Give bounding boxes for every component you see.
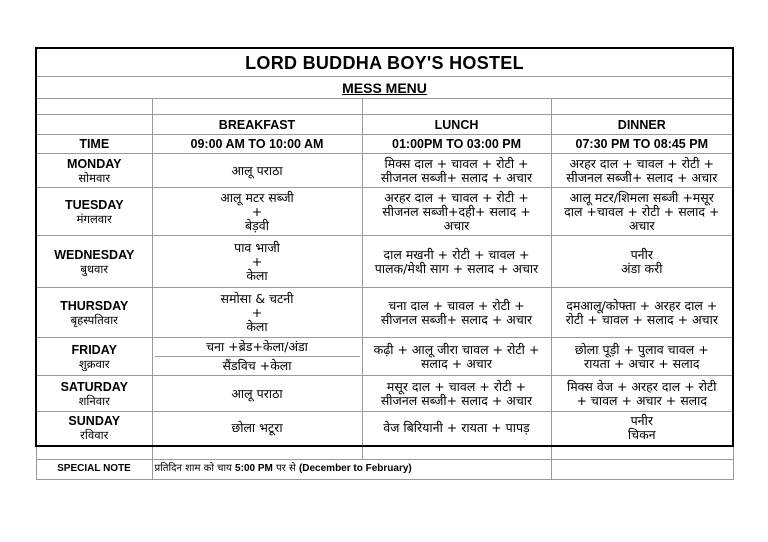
menu-dinner-cell	[551, 188, 733, 236]
day-name-english: MONDAY	[67, 156, 122, 171]
day-name-hindi: शनिवार	[78, 393, 110, 408]
menu-dinner-cell	[551, 412, 733, 446]
day-name-hindi: बुधवार	[80, 261, 109, 276]
special-note-time: 5:00 PM	[235, 463, 273, 474]
menu-dinner-cell	[551, 154, 733, 188]
special-note-prefix: प्रतिदिन शाम को चाय	[154, 463, 232, 474]
day-name-hindi: शुक्रवार	[78, 356, 110, 371]
menu-breakfast-line: केला	[246, 267, 268, 283]
menu-breakfast-cell	[152, 338, 362, 376]
day-cell	[36, 154, 152, 188]
menu-lunch-cell	[362, 154, 551, 188]
day-name-english: THURSDAY	[60, 298, 129, 313]
day-cell	[36, 412, 152, 446]
menu-lunch-line: मिक्स दाल + चावल + रोटी +	[384, 155, 529, 171]
day-row	[36, 236, 733, 288]
menu-breakfast-cell	[152, 154, 362, 188]
special-note-empty	[551, 459, 733, 479]
menu-breakfast-cell	[152, 188, 362, 236]
menu-lunch-line: सीजनल सब्जी+ सलाद + अचार	[380, 392, 533, 408]
mess-menu-label: MESS MENU	[342, 79, 427, 96]
menu-dinner-cell	[551, 376, 733, 412]
menu-breakfast-line: आलू मटर सब्जी	[220, 189, 294, 205]
menu-lunch-cell	[362, 412, 551, 446]
menu-dinner-line: रोटी + चावल + सलाद + अचार	[565, 311, 718, 327]
special-note-label: SPECIAL NOTE	[36, 459, 152, 479]
special-note-row	[36, 459, 733, 479]
menu-breakfast-cell	[152, 288, 362, 338]
menu-dinner-cell	[551, 288, 733, 338]
gap-row	[36, 446, 733, 460]
day-name-hindi: बृहस्पतिवार	[70, 312, 118, 327]
menu-breakfast-line: आलू पराठा	[231, 385, 283, 401]
day-name-english: SUNDAY	[68, 414, 121, 429]
special-note-period: (December to February)	[298, 463, 412, 474]
menu-dinner-line: अरहर दाल + चावल + रोटी +	[569, 155, 715, 171]
column-header-dinner: DINNER	[551, 115, 733, 135]
day-row	[36, 154, 733, 188]
menu-sheet	[35, 47, 732, 480]
menu-breakfast-line: पाव भाजी	[234, 239, 280, 255]
menu-breakfast-line: सैंडविच +केला	[155, 356, 360, 373]
menu-lunch-line: सीजनल सब्जी+ सलाद + अचार	[380, 169, 533, 185]
menu-lunch-line: मसूर दाल + चावल + रोटी +	[386, 378, 527, 394]
day-cell	[36, 376, 152, 412]
time-breakfast: 09:00 AM TO 10:00 AM	[152, 135, 362, 154]
menu-lunch-line: चना दाल + चावल + रोटी +	[388, 297, 525, 313]
time-row	[36, 135, 733, 154]
day-name-english: FRIDAY	[71, 342, 117, 357]
subtitle-row	[36, 77, 733, 99]
day-name-hindi: रविवार	[80, 428, 109, 443]
menu-breakfast-line: +	[251, 304, 263, 320]
day-rows	[36, 154, 733, 446]
day-name-english: SATURDAY	[60, 379, 128, 394]
menu-lunch-line: अचार	[443, 217, 470, 233]
menu-lunch-line: कढ़ी + आलू जीरा चावल + रोटी +	[373, 341, 540, 357]
day-cell	[36, 288, 152, 338]
menu-dinner-line: अचार	[628, 217, 655, 233]
day-name-hindi: सोमवार	[78, 170, 111, 185]
menu-lunch-line: सीजनल सब्जी+ सलाद + अचार	[380, 311, 533, 327]
menu-dinner-line: + चावल + अचार + सलाद	[576, 392, 708, 408]
special-note-text	[152, 459, 551, 479]
menu-breakfast-line: केला	[246, 318, 268, 334]
day-row	[36, 376, 733, 412]
menu-lunch-line: वेज बिरियानी + रायता + पापड़	[383, 420, 530, 436]
menu-lunch-line: सलाद + अचार	[420, 355, 493, 371]
menu-lunch-cell	[362, 338, 551, 376]
menu-breakfast-cell	[152, 412, 362, 446]
column-header-row	[36, 115, 733, 135]
menu-breakfast-line: समोसा & चटनी	[220, 290, 294, 306]
time-label: TIME	[36, 135, 152, 154]
day-name-hindi: मंगलवार	[76, 211, 112, 226]
menu-dinner-line: आलू मटर/शिमला सब्जी +मसूर	[569, 189, 714, 205]
menu-dinner-line: छोला पूड़ी + पुलाव चावल +	[574, 341, 709, 357]
menu-lunch-line: दाल मखनी + रोटी + चावल +	[383, 246, 530, 262]
menu-breakfast-line: आलू पराठा	[231, 162, 283, 178]
menu-breakfast-line: चना +ब्रेड+केला/अंडा	[206, 339, 308, 354]
day-cell	[36, 338, 152, 376]
menu-dinner-cell	[551, 236, 733, 288]
menu-dinner-line: चिकन	[627, 427, 656, 443]
menu-breakfast-cell	[152, 376, 362, 412]
menu-lunch-cell	[362, 288, 551, 338]
spacer-row	[36, 99, 733, 115]
menu-lunch-line: सीजनल सब्जी+दही+ सलाद +	[382, 203, 531, 219]
menu-dinner-line: पनीर	[630, 413, 653, 429]
menu-dinner-cell	[551, 338, 733, 376]
column-header-breakfast: BREAKFAST	[152, 115, 362, 135]
time-lunch: 01:00PM TO 03:00 PM	[362, 135, 551, 154]
mess-menu-subtitle	[36, 77, 733, 99]
special-note-middle: पर से	[276, 463, 296, 474]
day-cell	[36, 236, 152, 288]
menu-lunch-cell	[362, 188, 551, 236]
column-header-lunch: LUNCH	[362, 115, 551, 135]
menu-lunch-cell	[362, 236, 551, 288]
menu-lunch-line: पालक/मेथी साग + सलाद + अचार	[374, 260, 539, 276]
day-cell	[36, 188, 152, 236]
menu-breakfast-line: छोला भटूरा	[231, 420, 283, 436]
menu-dinner-line: दमआलू/कोफ्ता + अरहर दाल +	[566, 297, 718, 313]
menu-breakfast-line: बेड़वी	[244, 217, 269, 233]
corner-cell	[36, 115, 152, 135]
day-name-english: WEDNESDAY	[54, 247, 135, 262]
menu-breakfast-cell	[152, 236, 362, 288]
menu-dinner-line: रायता + अचार + सलाद	[584, 355, 700, 371]
day-row	[36, 338, 733, 376]
time-dinner: 07:30 PM TO 08:45 PM	[551, 135, 733, 154]
menu-breakfast-line: +	[251, 253, 263, 269]
title-row	[36, 48, 733, 77]
menu-dinner-line: सीजनल सब्जी+ सलाद + अचार	[566, 169, 718, 185]
menu-dinner-line: अंडा करी	[621, 260, 663, 276]
day-row	[36, 412, 733, 446]
menu-dinner-line: मिक्स वेज + अरहर दाल + रोटी	[566, 378, 717, 394]
hostel-title: LORD BUDDHA BOY'S HOSTEL	[36, 48, 733, 77]
menu-dinner-line: पनीर	[630, 246, 653, 262]
menu-lunch-cell	[362, 376, 551, 412]
menu-lunch-line: अरहर दाल + चावल + रोटी +	[384, 189, 529, 205]
menu-breakfast-line: +	[251, 203, 263, 219]
mess-menu-table	[35, 47, 734, 480]
day-name-english: TUESDAY	[64, 197, 124, 212]
day-row	[36, 288, 733, 338]
menu-dinner-line: दाल +चावल + रोटी + सलाद +	[564, 203, 720, 219]
day-row	[36, 188, 733, 236]
